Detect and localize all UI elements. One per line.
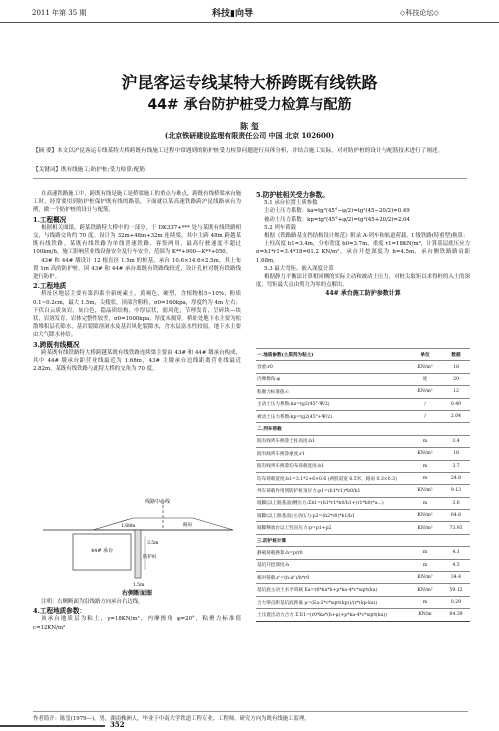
table-cell-value: 18 bbox=[442, 448, 470, 460]
table-cell-label: 粘聚力标准值:c bbox=[256, 386, 408, 398]
table-row bbox=[256, 497, 470, 509]
left-column-continued bbox=[33, 598, 241, 632]
table-cell-unit: m bbox=[408, 559, 442, 571]
page-rule bbox=[0, 725, 105, 727]
table-cell-unit: m bbox=[408, 596, 442, 608]
table-cell-label: 合力零点距基坑底距离 μ=(Ea-2*c*sqrt(kp))/(r*(kp-ka)) bbox=[256, 596, 408, 608]
table-cell-label: 一.地质参数(土质剂为粘土) bbox=[256, 349, 408, 361]
table-row bbox=[256, 572, 470, 584]
table-cell-value: 59.12 bbox=[442, 584, 470, 596]
paragraph: 桥址区地层主要有第四系全新统素土，黄褐色，硬塑，含植物根5~10%；粉质 0.1~0.2cm，最大 1.5m，尖棱状，顶部含粗粒，σ0=160kpa，厚度约为 4m 左右；下伏白云质灰岩，灰白色，隐晶质结构，中厚层状，弱风化，节理发育，呈碎块—块状，岩溶发育，岩体完整性较差，σ0=1000kpa，厚度未揭穿。桥址处地下水主要为松散堆积层孔隙水，基岩裂隙溶洞水及基岩风化裂隙水，含水层富水性较弱，地下水主要由大气降水补给。 bbox=[33, 291, 241, 339]
running-header bbox=[0, 0, 499, 23]
table-cell-value: 4.1 bbox=[442, 547, 470, 559]
table-cell-unit: KN/m² bbox=[408, 485, 442, 497]
journal-name: 科技▮向导 bbox=[212, 9, 253, 19]
table-row bbox=[256, 448, 470, 460]
table-row bbox=[256, 559, 470, 571]
author-affiliation: (北京铁研建设监理有限责任公司 中国 北京 102600) bbox=[164, 131, 335, 140]
section-heading: 4.工程地质参数： bbox=[33, 607, 87, 616]
dim-depth-label: 1.5m bbox=[133, 583, 145, 588]
table-cell-value: 18 bbox=[442, 361, 470, 373]
page-number: 352 bbox=[110, 720, 125, 729]
table-group-row bbox=[256, 534, 470, 546]
table-row bbox=[256, 472, 470, 484]
table-cell-label: 既有线列车换算均布荷载宽度:b1 bbox=[256, 460, 408, 472]
table-cell-value: 73.93 bbox=[442, 522, 470, 534]
table-cell-label: 列车荷载作用到防护桩顶应力:p1=(h1*r1)*b0/b1 bbox=[256, 485, 408, 497]
paragraph: 5.2 列车荷载 bbox=[264, 224, 296, 231]
paragraph: 注明：右侧断面为沿线路方向承台右边线。 bbox=[41, 599, 144, 605]
divider bbox=[33, 178, 467, 179]
table-cell-value: 24.8 bbox=[442, 472, 470, 484]
paragraph: 根据《铁路路基支挡结构设计规范》附录 A-列车和轨道荷载，I 级铁路(特重型)换算： bbox=[264, 233, 469, 240]
author-name: 陈 玺 bbox=[240, 121, 259, 131]
table-caption: 44# 承台施工防护参数计算 bbox=[325, 290, 401, 298]
table-cell-value: 20 bbox=[442, 373, 470, 385]
table-cell-unit bbox=[408, 423, 442, 435]
table-row bbox=[256, 485, 470, 497]
table-cell-label: 相对荷载:r'=(h-ir')/h*r0 bbox=[256, 572, 408, 584]
table-cell-unit: KN/m² bbox=[408, 584, 442, 596]
table-cell-label: 土压置出动力合力 Σ E1=(r0*ka*(h+μ)+p*ka-4*c*sqrt(ka)) bbox=[256, 609, 408, 621]
paragraph: 在高速铁路施工中，跨既有线是施工是桥梁施工的重点与难点，跨既有线桥梁承台施工时，经常要用到防护桩保护既有线的路基，下面就以某高速铁路跨沪昆线路承台为例，做一个防护桩的设计与配筋。 bbox=[33, 191, 241, 214]
table-cell-label: 基坑开挖深度:h bbox=[256, 559, 408, 571]
table-row bbox=[256, 609, 470, 621]
table-cell-label: 二.列车荷载 bbox=[256, 423, 408, 435]
paragraph: 5.3 最大弯矩、嵌入深度计算 bbox=[264, 265, 334, 272]
keywords: 【关键词】既有线施工;防护桩;受力检算;配筋 bbox=[33, 167, 145, 173]
table-cell-label: 坡脚侧承台以上竖向压力:p=p1+p2 bbox=[256, 522, 408, 534]
table-cell-unit: 单位 bbox=[408, 349, 442, 361]
table-cell-label: 三.防护桩计算 bbox=[256, 534, 408, 546]
table-cell-unit bbox=[408, 534, 442, 546]
table-cell-unit: KN/m bbox=[408, 609, 442, 621]
table-row bbox=[256, 584, 470, 596]
table-row bbox=[256, 547, 470, 559]
table-cell-unit: KN/m² bbox=[408, 522, 442, 534]
section-heading: 3.跨既有线概况 bbox=[33, 340, 80, 349]
table-cell-unit: m bbox=[408, 435, 442, 447]
table-cell-label: 既有线列车换算土柱高度:h1 bbox=[256, 435, 408, 447]
table-cell-unit: KN/m³ bbox=[408, 572, 442, 584]
table-cell-label: 主动土压力系数:ka=tg2(45°-Ψ/2) bbox=[256, 398, 408, 410]
parameter-table bbox=[256, 348, 470, 622]
table-cell-value: 2.04 bbox=[442, 410, 470, 422]
table-row bbox=[256, 510, 470, 522]
paragraph: 5.1 承台位置土质参数 bbox=[264, 200, 318, 207]
table-row bbox=[256, 361, 470, 373]
table-cell-unit: 度 bbox=[408, 373, 442, 385]
table-cell-value: 4.5 bbox=[442, 559, 470, 571]
table-cell-unit: m bbox=[408, 472, 442, 484]
cap-label: 44# 承台 bbox=[91, 548, 114, 554]
pile-label: 防护桩 bbox=[143, 555, 157, 560]
table-cell-value: 84.39 bbox=[442, 609, 470, 621]
dim-width-label: 1.68m bbox=[121, 524, 136, 529]
abstract: 【摘 要】本文以沪昆客运专线某特大桥跨既有线施工过程中常遇到的防护桩受力检算问题进行具体分析，并结合施工实际，对对防护桩的设计与配筋技术进行了阐述。 bbox=[33, 148, 444, 154]
table-cell-label: 基坑底主动土水平荷载 Ea=r0*ka*h+p*ka-4*c*sqrt(ka) bbox=[256, 584, 408, 596]
dim-height-label: 3.5m bbox=[147, 541, 159, 546]
figure-caption: 右侧断面图 bbox=[121, 590, 152, 597]
table-cell-value: 0.29 bbox=[442, 596, 470, 608]
paper-title-line1: 沪昆客运专线某特大桥跨既有线铁路 bbox=[121, 73, 378, 92]
table-cell-value: 3.4 bbox=[442, 435, 470, 447]
section-heading: 5.防护桩相关受力参数。 bbox=[256, 191, 329, 199]
paper-title-line2: 44# 承台防护桩受力检算与配筋 bbox=[147, 97, 352, 113]
table-cell-label: 内摩擦角:φ bbox=[256, 373, 408, 385]
table-cell-unit: m bbox=[408, 460, 442, 472]
table-row bbox=[256, 460, 470, 472]
table-row bbox=[256, 373, 470, 385]
table-row bbox=[256, 410, 470, 422]
paragraph: 该承台地质层为粘土，γ=18KN/m³，内摩擦角 φ=20°，粘聚力标准值 c=12KN/m² bbox=[33, 616, 241, 631]
cross-section-figure bbox=[33, 496, 241, 588]
left-column bbox=[33, 190, 241, 373]
table-row bbox=[256, 386, 470, 398]
paragraph: 根据相关图纸，跨某铁路特大桥中的一部分，于 DK337+*** 处与某既有线铁路相交，与线路交角约 70 度。设计为 32m+48m+32m 连续梁，其中主跨 48m 跨越某既有线铁路。某既有线铁路为单线普速铁路，客货两用，最高行驶速度不超过 100km/h。施工影响营业线设备安全及行车安全，范围为 K**+900—K**+050。 bbox=[33, 224, 241, 256]
slope-label: 路肩 bbox=[183, 523, 192, 528]
table-cell-value bbox=[442, 423, 470, 435]
paragraph: 跨某既有线铁路特大桥跨越某既有线铁路连续梁主要由 43# 和 44# 墩承台构成，其中 44# 墩承台距营业线最近为 1.68m，43# 主墩承台边线距离营业线最近 2.82m，某既有线铁路与此特大桥的交角为 70 度。 bbox=[33, 349, 241, 373]
table-cell-value: 64.8 bbox=[442, 510, 470, 522]
table-row bbox=[256, 398, 470, 410]
equation: 主动土压力系数：ka=tg²(45°−φ/2)=tg²(45−20/2)=0.49 bbox=[264, 208, 410, 215]
table-cell-unit: KN/m² bbox=[408, 386, 442, 398]
embankment bbox=[93, 518, 233, 530]
table-cell-label: 静载荷载换算:h=p/r0 bbox=[256, 547, 408, 559]
table-cell-label: 被动土压力系数:kp=tg2(45°+Ψ/2) bbox=[256, 410, 408, 422]
section-heading: 1.工程概况 bbox=[33, 215, 67, 224]
table-group-row bbox=[256, 423, 470, 435]
table-cell-label: 坡脚(以上路基面)主动压力:p2=(h2*r0)*b1/b1 bbox=[256, 510, 408, 522]
table-cell-value: 12 bbox=[442, 386, 470, 398]
issue-label: 2011 年第 35 期 bbox=[32, 9, 87, 17]
table-cell-unit: / bbox=[408, 410, 442, 422]
table-cell-value: 0.49 bbox=[442, 398, 470, 410]
paragraph: 43# 和 44# 墩设计 12 根直径 1.5m 的桩基，承台 10.6×14.6×2.5m，其上布置 1m 高的防护桩。因 43# 和 44# 承台离既有铁路线较近，设计孔桩对既有铁路线进行防护。 bbox=[33, 257, 241, 281]
table-cell-unit: KN/m³ bbox=[408, 361, 442, 373]
table-cell-value: 数据 bbox=[442, 349, 470, 361]
footnote: 作者简介：陈玺(1979—)，男，湖南株洲人，毕业于中南大学铁道工程专业，工程师，研究方向为既有线施工监理。 bbox=[33, 711, 468, 722]
table-cell-label: 容重:r0 bbox=[256, 361, 408, 373]
table-cell-unit: KN/m² bbox=[408, 510, 442, 522]
table-cell-label: 既有线列车换算重度:r1 bbox=[256, 448, 408, 460]
section-label: ◇科技论坛◇ bbox=[400, 9, 439, 17]
table-row bbox=[256, 596, 470, 608]
table-cell-unit: KN/m³ bbox=[408, 448, 442, 460]
table-cell-label: 均布荷载宽度:b1=3.1*2+6×0.6 (两股道宽 6.5米，路肩 0.3×0.3) bbox=[256, 472, 408, 484]
table-cell-value: 9.13 bbox=[442, 485, 470, 497]
track-label: 线路中心线 bbox=[145, 499, 171, 505]
paragraph: 土柱高度 h1=3.4m，分布宽度 b0=3.7m，重度 r1=18KN/m³，计算基层底压应力 σ=h1*r1=3.4*18=61.2 KN/m²，承台开挖深度为 h=4.5m，承台侧铁路路肩距 1.68m。 bbox=[256, 241, 470, 264]
right-column bbox=[256, 190, 470, 299]
table-group-row bbox=[256, 349, 470, 361]
protective-pile bbox=[135, 530, 141, 578]
table-cell-value bbox=[442, 534, 470, 546]
table-row bbox=[256, 435, 470, 447]
equation: 被动土压力系数：kp=tg²(45°+φ/2)=tg²(45+20/2)=2.04 bbox=[264, 216, 410, 223]
table-cell-value: 34.4 bbox=[442, 572, 470, 584]
table-cell-value: 3.7 bbox=[442, 460, 470, 472]
paragraph: 根据静力平衡法计算相同侧的实际主动和被动土压力，对桩尖取矩以求得桩的入土的深度，弯矩最大点由剪力为零的点解出。 bbox=[256, 274, 470, 289]
table-cell-unit: m bbox=[408, 497, 442, 509]
table-cell-unit: / bbox=[408, 398, 442, 410]
table-cell-label: 坡脚(以上路基面)侧压力:Σh1=(h1*r1*b0/b1+(r1*b0)*a...) bbox=[256, 497, 408, 509]
table-cell-unit: m bbox=[408, 547, 442, 559]
table-row bbox=[256, 522, 470, 534]
section-heading: 2.工程地质 bbox=[33, 282, 67, 291]
table-cell-value: 3.6 bbox=[442, 497, 470, 509]
